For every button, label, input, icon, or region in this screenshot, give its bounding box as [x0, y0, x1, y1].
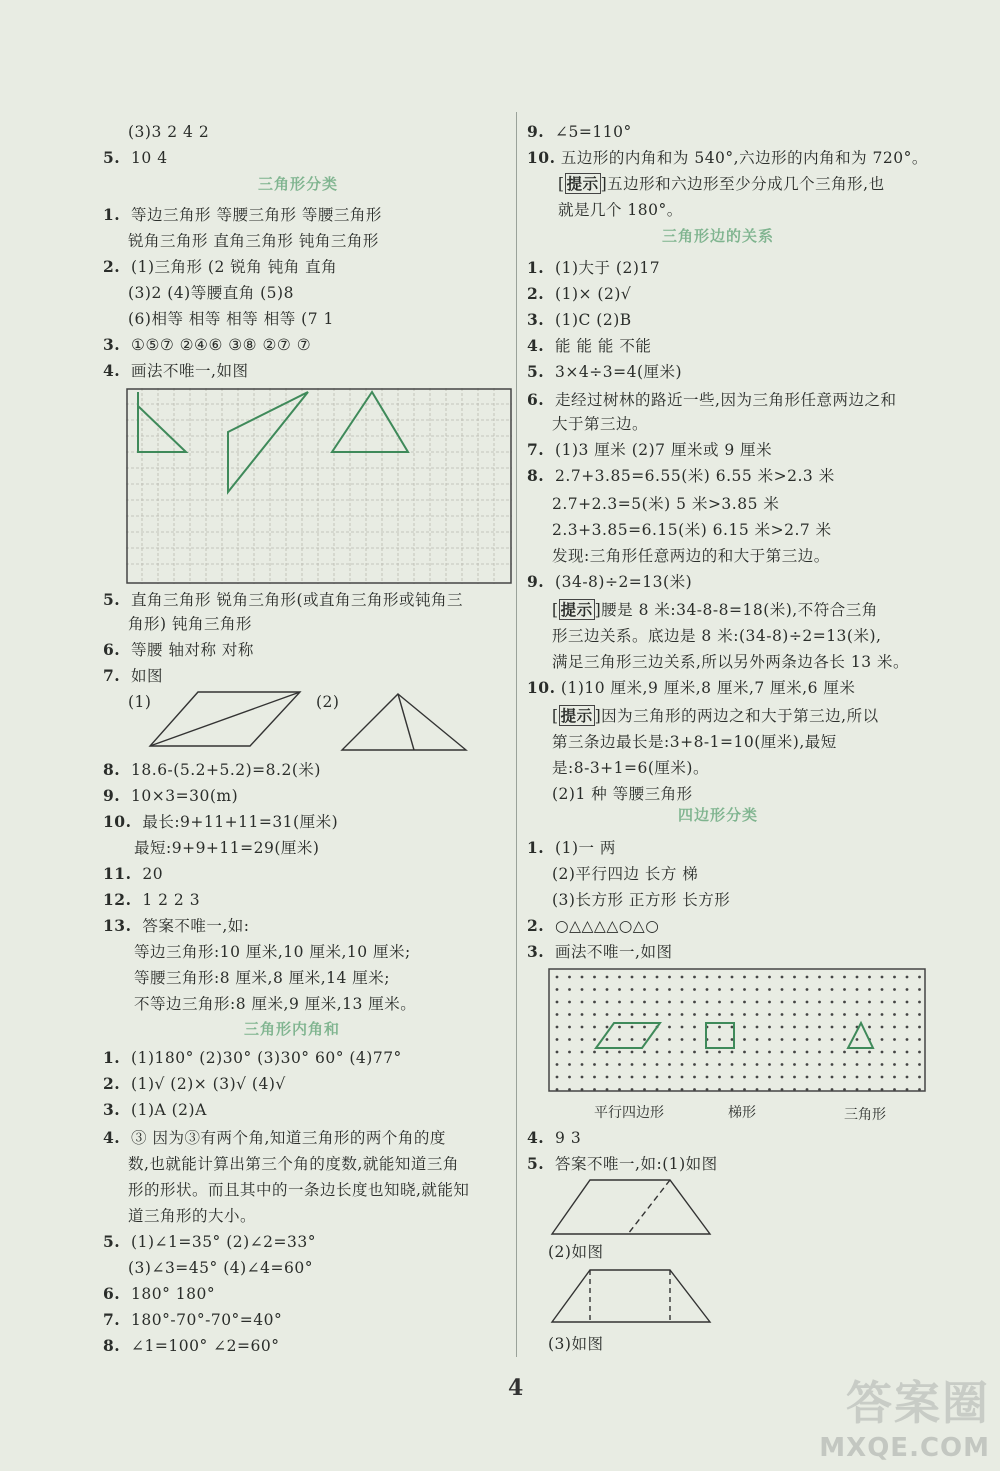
item-number: 11. [103, 864, 132, 883]
answer-text: 180°-70°-70°=40° [131, 1311, 283, 1329]
hint-label: 提示 [566, 174, 599, 193]
answer-line: (3)长方形 正方形 长方形 [552, 891, 731, 909]
item-number: 1. [103, 1048, 121, 1067]
answer-text: (1)大于 (2)17 [555, 259, 661, 277]
answer-item [103, 257, 337, 277]
answer-text: 9 3 [555, 1129, 582, 1147]
answer-text: 10 4 [131, 149, 168, 167]
answer-item [527, 148, 928, 168]
answer-text: 腰是 8 米:34-8-8=18(米),不符合三角 [601, 601, 878, 619]
answer-text: 最长:9+11+11=31(厘米) [142, 813, 339, 831]
answer-text: (1)180° (2)30° (3)30° 60° (4)77° [131, 1049, 402, 1067]
answer-line: (3)∠3=45° (4)∠4=60° [128, 1259, 313, 1277]
item-number: 8. [527, 466, 545, 485]
answer-item [103, 864, 163, 884]
figure-label: (2) [316, 693, 340, 711]
item-number: 9. [527, 572, 545, 591]
answer-line: [ 提示 ]腰是 8 米:34-8-8=18(米),不符合三角 [552, 600, 878, 619]
answer-line: (6)相等 相等 相等 相等 (7 1 [128, 310, 334, 328]
page-number: 4 [508, 1375, 524, 1401]
answer-text: (34-8)÷2=13(米) [555, 573, 693, 591]
figure-caption: 平行四边形 [594, 1105, 664, 1121]
answer-item [103, 590, 463, 610]
answer-item [103, 1232, 316, 1252]
answer-item [103, 666, 163, 686]
item-number: 9. [527, 122, 545, 141]
answer-line: 形的形状。而且其中的一条边长度也知晓,就能知 [128, 1181, 470, 1199]
item-number: 4. [527, 1128, 545, 1147]
answer-line: 不等边三角形:8 厘米,9 厘米,13 厘米。 [134, 995, 417, 1013]
answer-text: 五边形和六边形至少分成几个三角形,也 [607, 175, 885, 193]
answer-item [527, 258, 660, 278]
triangle-grid-figure [126, 388, 512, 584]
answer-text: ③ 因为③有两个角,知道三角形的两个角的度 [131, 1129, 446, 1147]
answer-line: 2.7+2.3=5(米) 5 米>3.85 米 [552, 495, 780, 513]
answer-item [527, 466, 835, 486]
hint-label: 提示 [560, 600, 593, 619]
answer-line: [ 提示 ]因为三角形的两边之和大于第三边,所以 [552, 706, 879, 725]
answer-text: 直角三角形 锐角三角形(或直角三角形或钝角三 [131, 591, 464, 609]
answer-text: 180° 180° [131, 1285, 216, 1303]
answer-line: 第三条边最长是:3+8-1=10(厘米),最短 [552, 733, 837, 751]
answer-line: 大于第三边。 [552, 415, 649, 433]
answer-item [103, 335, 311, 355]
item-number: 4. [527, 336, 545, 355]
answer-item [103, 890, 200, 910]
item-number: 7. [103, 1310, 121, 1329]
item-number: 1. [527, 258, 545, 277]
answer-text: 五边形的内角和为 540°,六边形的内角和为 720°。 [560, 149, 928, 167]
watermark-url: MXQE.COM [819, 1433, 990, 1463]
answer-line: 锐角三角形 直角三角形 钝角三角形 [128, 232, 379, 250]
item-number: 5. [103, 1232, 121, 1251]
answer-line: (3)如图 [548, 1335, 604, 1353]
answer-text: 10×3=30(m) [131, 787, 239, 805]
answer-item [527, 942, 672, 962]
item-number: 10. [103, 812, 132, 831]
section-heading: 三角形边的关系 [662, 227, 775, 245]
item-number: 4. [103, 1128, 121, 1147]
item-number: 6. [103, 640, 121, 659]
answer-item [527, 1128, 581, 1148]
answer-item [527, 678, 855, 698]
answer-item [103, 1310, 282, 1330]
item-number: 10. [527, 678, 556, 697]
answer-line: 形三边关系。底边是 8 米:(34-8)÷2=13(米), [552, 627, 882, 645]
answer-text: 走经过树林的路近一些,因为三角形任意两边之和 [555, 391, 897, 409]
answer-text: 答案不唯一,如:(1)如图 [555, 1155, 718, 1173]
answer-line: 数,也就能计算出第三个角的度数,就能知道三角 [128, 1155, 459, 1173]
answer-text: ○△△△△○△○ [555, 917, 660, 935]
answer-line: (2)如图 [548, 1243, 604, 1261]
answer-text: 能 能 能 不能 [555, 337, 652, 355]
section-heading: 三角形分类 [258, 175, 339, 193]
answer-text: 18.6-(5.2+5.2)=8.2(米) [131, 761, 321, 779]
answer-text: ∠5=110° [555, 123, 632, 141]
answer-line: (3)3 2 4 2 [128, 123, 210, 141]
answer-item [103, 812, 338, 832]
answer-text: (1)三角形 (2 锐角 钝角 直角 [131, 258, 338, 276]
answer-line: 等腰三角形:8 厘米,8 厘米,14 厘米; [134, 969, 391, 987]
item-number: 3. [103, 335, 121, 354]
answer-line: (2)平行四边 长方 梯 [552, 865, 699, 883]
answer-item [103, 760, 321, 780]
answer-line: [ 提示 ]五边形和六边形至少分成几个三角形,也 [558, 174, 885, 193]
answer-item [103, 148, 168, 168]
answer-item [103, 916, 249, 936]
answer-line: 最短:9+9+11=29(厘米) [134, 839, 320, 857]
answer-text: 3×4÷3=4(厘米) [555, 363, 683, 381]
item-number: 1. [527, 838, 545, 857]
answer-item [103, 786, 238, 806]
answer-item [103, 640, 254, 660]
answer-text: 2.7+3.85=6.55(米) 6.55 米>2.3 米 [555, 467, 835, 485]
item-number: 4. [103, 361, 121, 380]
answer-item [103, 1074, 286, 1094]
answer-text: (1)3 厘米 (2)7 厘米或 9 厘米 [555, 441, 773, 459]
answer-text: (1)A (2)A [131, 1101, 207, 1119]
answer-text: 因为三角形的两边之和大于第三边,所以 [601, 707, 879, 725]
answer-item [527, 838, 616, 858]
answer-text: ①⑤⑦ ②④⑥ ③⑧ ②⑦ ⑦ [131, 336, 312, 354]
answer-item [527, 916, 659, 936]
item-number: 5. [527, 1154, 545, 1173]
answer-text: 等腰 轴对称 对称 [131, 641, 254, 659]
answer-line: 道三角形的大小。 [128, 1207, 257, 1225]
section-heading: 四边形分类 [678, 806, 759, 824]
figure-caption: 梯形 [728, 1105, 756, 1121]
answer-item [103, 1128, 446, 1148]
answer-text: 1 2 2 3 [142, 891, 201, 909]
answer-item [527, 362, 682, 382]
answer-text: (1)× (2)√ [555, 285, 632, 303]
item-number: 3. [103, 1100, 121, 1119]
answer-item [527, 1154, 718, 1174]
item-number: 10. [527, 148, 556, 167]
item-number: 7. [527, 440, 545, 459]
item-number: 6. [103, 1284, 121, 1303]
watermark [819, 1367, 990, 1463]
answer-text: (1)√ (2)× (3)√ (4)√ [131, 1075, 286, 1093]
item-number: 6. [527, 390, 545, 409]
answer-line: 角形) 钝角三角形 [128, 615, 252, 633]
answer-item [103, 1284, 215, 1304]
dot-grid-figure [548, 968, 926, 1092]
column-divider [516, 112, 517, 1357]
item-number: 5. [527, 362, 545, 381]
figure-caption: 三角形 [844, 1107, 886, 1123]
parallelogram-figure [148, 690, 303, 750]
hint-label: 提示 [560, 706, 593, 725]
answer-item [527, 572, 692, 592]
item-number: 9. [103, 786, 121, 805]
answer-line: (3)2 (4)等腰直角 (5)8 [128, 284, 294, 302]
answer-item [527, 310, 632, 330]
answer-line: 满足三角形三边关系,所以另外两条边各长 13 米。 [552, 653, 910, 671]
item-number: 2. [527, 916, 545, 935]
item-number: 8. [103, 760, 121, 779]
item-number: 3. [527, 310, 545, 329]
watermark-logo: 答案圈 [846, 1376, 990, 1430]
answer-item [527, 122, 632, 142]
answer-line: 2.3+3.85=6.15(米) 6.15 米>2.7 米 [552, 521, 832, 539]
answer-line: 发现:三角形任意两边的和大于第三边。 [552, 547, 830, 565]
answer-item [527, 390, 896, 410]
trapezoid-figure-1 [548, 1176, 714, 1238]
answer-text: 画法不唯一,如图 [555, 943, 673, 961]
answer-text: 等边三角形 等腰三角形 等腰三角形 [131, 206, 382, 224]
answer-item [103, 361, 248, 381]
answer-text: (1)10 厘米,9 厘米,8 厘米,7 厘米,6 厘米 [560, 679, 856, 697]
item-number: 8. [103, 1336, 121, 1355]
triangle-split-figure [340, 692, 468, 754]
answer-text: (1)∠1=35° (2)∠2=33° [131, 1233, 317, 1251]
answer-line: (2)1 种 等腰三角形 [552, 785, 693, 803]
answer-text: 如图 [131, 667, 164, 685]
figure-label: (1) [128, 693, 152, 711]
answer-text: 画法不唯一,如图 [131, 362, 249, 380]
item-number: 1. [103, 205, 121, 224]
item-number: 5. [103, 590, 121, 609]
item-number: 2. [103, 257, 121, 276]
answer-item [527, 284, 631, 304]
item-number: 5. [103, 148, 121, 167]
item-number: 7. [103, 666, 121, 685]
item-number: 12. [103, 890, 132, 909]
trapezoid-figure-2 [548, 1266, 714, 1326]
answer-item [103, 1100, 207, 1120]
answer-text: ∠1=100° ∠2=60° [131, 1337, 280, 1355]
section-heading: 三角形内角和 [244, 1020, 341, 1038]
answer-line: 等边三角形:10 厘米,10 厘米,10 厘米; [134, 943, 411, 961]
answer-text: (1)一 两 [555, 839, 616, 857]
item-number: 3. [527, 942, 545, 961]
item-number: 2. [103, 1074, 121, 1093]
answer-text: (1)C (2)B [555, 311, 632, 329]
answer-item [103, 1336, 279, 1356]
item-number: 13. [103, 916, 132, 935]
answer-text: 20 [142, 865, 164, 883]
answer-item [103, 1048, 402, 1068]
item-number: 2. [527, 284, 545, 303]
answer-item [527, 440, 772, 460]
answer-item [527, 336, 651, 356]
answer-item [103, 205, 382, 225]
answer-line: 就是几个 180°。 [558, 201, 683, 219]
answer-line: 是:8-3+1=6(厘米)。 [552, 759, 709, 777]
answer-text: 答案不唯一,如: [142, 917, 250, 935]
